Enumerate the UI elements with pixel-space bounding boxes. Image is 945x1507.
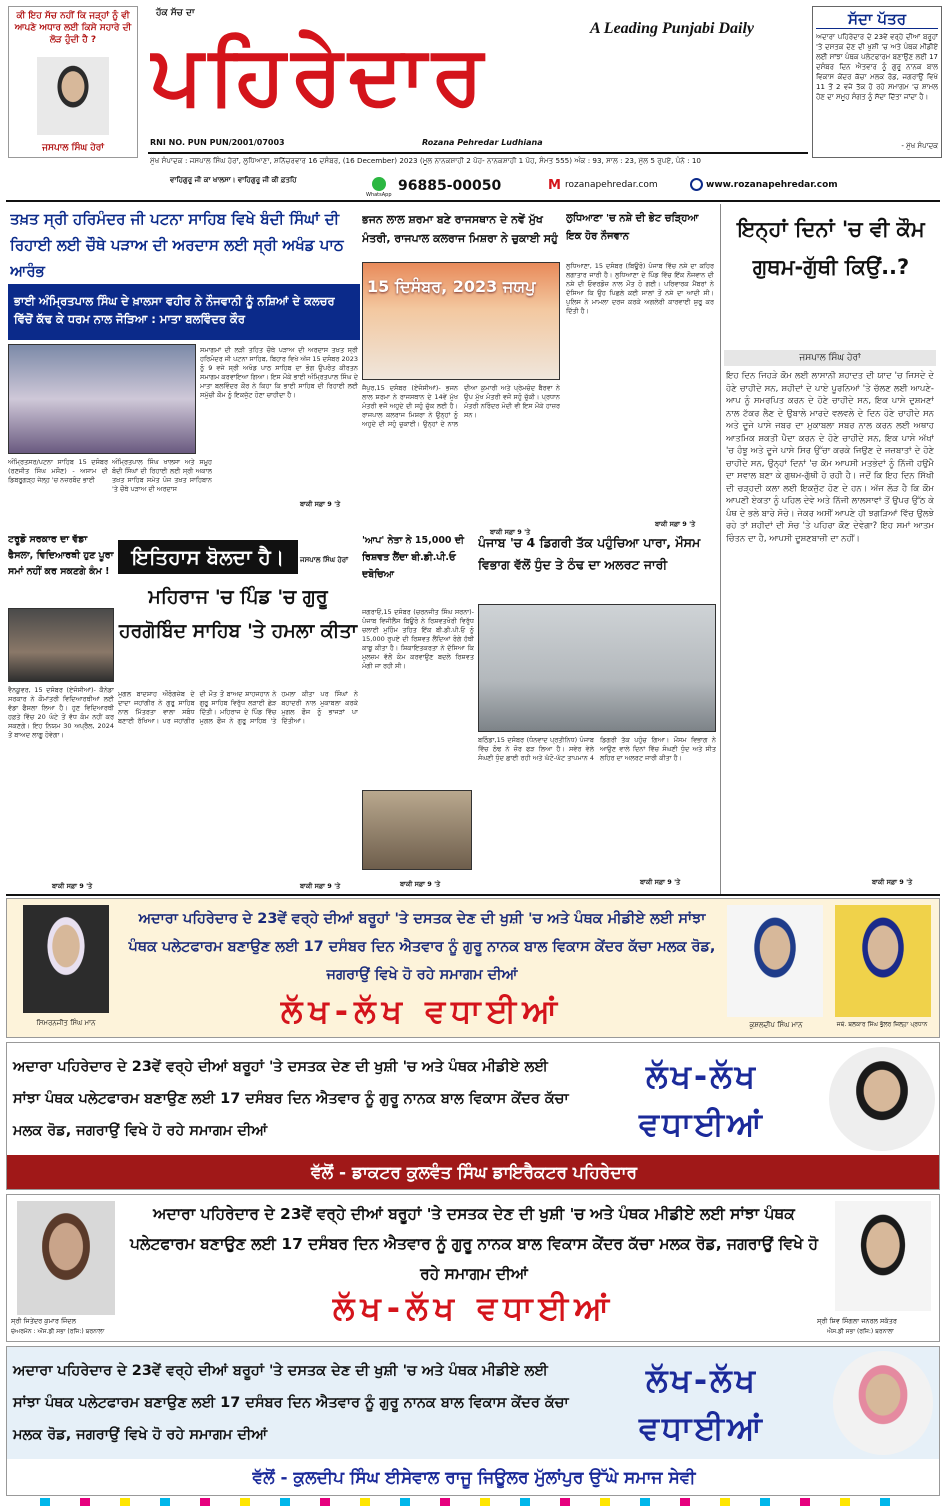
itihas-author: ਜਸਪਾਲ ਸਿੰਘ ਹੇਰਾਂ (300, 556, 349, 564)
masthead-kicker: ਹੱਕ ਸੱਚ ਦਾ (156, 8, 195, 18)
ad4-big-line2: ਵਧਾਈਆਂ (639, 1409, 765, 1447)
author-photo (37, 57, 109, 135)
editorial-body: ਇਹ ਦਿਨ ਜਿਹੜੇ ਕੌਮ ਲਈ ਲਾਸਾਨੀ ਸ਼ਹਾਦਤ ਦੀ ਯਾਦ 'ਚ ਜਿਸਦੇ ਦੇ ਹੋਣੇ ਚਾਹੀਦੇ ਸਨ, ਸ਼ਹੀਦਾਂ ਦੇ ਪਾਏ ਪੂਰਨਿਆਂ 'ਤੇ ਚੱਲਣ ਲਈ ਆਪਣੇ-ਆਪ ਨੂੰ ਸਮਰਪਿਤ ਕਰਨ ਦੇ ਹੋਣੇ ਚਾਹੀਦੇ ਸਨ, ਇਕ ਪਾਸੇ ਦੁਸ਼ਮਣਾਂ ਨਾਲ ਟੱਕਰ ਲੈਣ ਦੇ ਉਬਾਲੇ ਮਾਰਦੇ ਵਲਵਲੇ ਦੇ ਦਿਨ ਹੋਣੇ ਚਾਹੀਦੇ ਸਨ ਅਤੇ ਦੂਜੇ ਪਾਸੇ ਜਬਰ ਦਾ ਮੁਕਾਬਲਾ ਸਬਰ ਨਾਲ ਕਰਨ ਲਈ ਅਥਾਹ ਆਤਮਿਕ ਸ਼ਕਤੀ ਪੈਦਾ ਕਰਨ ਦੇ ਹੋਣੇ ਚਾਹੀਦੇ ਸਨ, ਇਕ ਪਾਸੇ ਅੱਖਾਂ 'ਚ ਹੰਝੂ ਅਤੇ ਦੂਜੇ ਪਾਸੇ ਸਿਰ ਉੱਚਾ ਕਰਕੇ ਜਿਉਣ ਦੇ ਜਜ਼ਬਾਤਾਂ ਦੇ ਹੋਣੇ ਚਾਹੀਦੇ ਸਨ, ਉਨ੍ਹਾਂ ਦਿਨਾਂ 'ਚ ਕੌਮ ਆਪਸੀ ਮਤਭੇਦਾਂ ਨੂੰ ਨਿੱਜੀ ਹਉਮੈ ਦਾ ਸਵਾਲ ਬਣਾ ਕੇ ਗੁਥਮ-ਗੁੱਥੀ ਹੋ ਰਹੀ ਹੈ। ਜਦੋਂ ਕਿ ਇਹ ਦਿਨ ਸਿੱਖੀ ਦੀ ਚੜ੍ਹਦੀ ਕਲਾ ਲਈ ਇਕਜੁੱਟ ਹੋਣ ਦੇ ਹਨ। ਅੱਜ ਲੋੜ ਹੈ ਕਿ ਕੌਮ ਆਪਣੀ ਏਕਤਾ ਨੂੰ ਪਹਿਲ ਦੇਵੇ ਅਤੇ ਨਿੱਜੀ ਲਾਲਸਾਵਾਂ ਤੋਂ ਉਪਰ ਉੱਠ ਕੇ ਪੰਥ ਦੇ ਭਲੇ ਬਾਰੇ ਸੋਚੇ। ਜੇਕਰ ਅਸੀਂ ਆਪਣੇ ਹੀ ਝਗੜਿਆਂ ਵਿੱਚ ਉਲਝੇ ਰਹੇ ਤਾਂ ਸ਼ਹੀਦਾਂ ਦੀ ਸੋਚ 'ਤੇ ਪਹਿਰਾ ਕੌਣ ਦੇਵੇਗਾ? ਇਹ ਸਮਾਂ ਆਤਮ ਚਿੰਤਨ ਦਾ ਹੈ, ਆਪਸੀ ਦੂਸ਼ਣਬਾਜ਼ੀ ਦਾ ਨਹੀਂ। (726, 371, 934, 544)
greeting-ad-1 (6, 898, 940, 1038)
ludhiana-headline: ਲੁਧਿਆਣਾ 'ਚ ਨਸ਼ੇ ਦੀ ਭੇਟ ਚੜ੍ਹਿਆ ਇਕ ਹੋਰ ਨੌਜਵਾਨ (566, 213, 699, 242)
story1-body: ਸਮਾਗਮਾਂ ਦੀ ਲੜੀ ਤਹਿਤ ਚੌਥੇ ਪੜਾਅ ਦੀ ਅਰਦਾਸ ਤਖ਼ਤ ਸ੍ਰੀ ਹਰਿਮੰਦਰ ਜੀ ਪਟਨਾ ਸਾਹਿਬ, ਬਿਹਾਰ ਵਿਖੇ ਅੱਜ 15 ਦਸੰਬਰ 2023 ਨੂੰ 9 ਵਜੇ ਸ੍ਰੀ ਅਖੰਡ ਪਾਠ ਸਾਹਿਬ ਦਾ ਭੋਗ ਉਪਰੰਤ ਕੀਰਤਨ ਸਮਾਗਮ ਕਰਵਾਇਆ ਗਿਆ। ਇਸ ਮੌਕੇ ਭਾਈ ਅੰਮ੍ਰਿਤਪਾਲ ਸਿੰਘ ਦੇ ਮਾਤਾ ਬਲਵਿੰਦਰ ਕੌਰ ਨੇ ਕਿਹਾ ਕਿ ਭਾਈ ਸਾਹਿਬ ਦੀ ਰਿਹਾਈ ਲਈ ਸਮੁੱਚੀ ਕੌਮ ਨੂੰ ਇਕਜੁੱਟ ਹੋਣਾ ਚਾਹੀਦਾ ਹੈ। (200, 346, 358, 399)
itihas-more: ਬਾਕੀ ਸਫ਼ਾ 9 'ਤੇ (300, 882, 341, 890)
story1-caption1: ਅੰਮ੍ਰਿਤਸਰ/ਪਟਨਾ ਸਾਹਿਬ 15 ਦਸੰਬਰ (ਰਣਜੀਤ ਸਿੰਘ ਮਸੌਣ) - ਅਸਾਮ ਦੀ ਡਿਬਰੂਗੜ੍ਹ ਜੇਲ੍ਹ 'ਚ ਨਜ਼ਰਬੰਦ ਭਾਈ (8, 458, 108, 484)
ad2-big-line2: ਵਧਾਈਆਂ (639, 1105, 765, 1143)
editorial-author: ਜਸਪਾਲ ਸਿੰਘ ਹੇਰਾਂ (724, 350, 936, 366)
masthead-bottom-rule (6, 200, 940, 202)
editorial-headline: ਇਨ੍ਹਾਂ ਦਿਨਾਂ 'ਚ ਵੀ ਕੌਮ ਗੁਥਮ-ਗੁੱਥੀ ਕਿਉਂ..? (737, 217, 925, 279)
editorial-more: ਬਾਕੀ ਸਫ਼ਾ 9 'ਤੇ (872, 878, 913, 886)
greeting-ad-4 (6, 1346, 940, 1496)
whatsapp-icon (372, 177, 386, 191)
ad1-mid-caption: ਕੁਸ਼ਲਦੀਪ ਸਿੰਘ ਮਾਨ (749, 1021, 803, 1029)
ad2-text: ਅਦਾਰਾ ਪਹਿਰੇਦਾਰ ਦੇ 23ਵੇਂ ਵਰ੍ਹੇ ਦੀਆਂ ਬਰੂਹਾਂ 'ਤੇ ਦਸਤਕ ਦੇਣ ਦੀ ਖੁਸ਼ੀ 'ਚ ਅਤੇ ਪੰਥਕ ਮੀਡੀਏ ਲਈ ਸਾਂਝਾ ਪੰਥਕ ਪਲੇਟਫਾਰਮ ਬਣਾਉਣ ਲਈ 17 ਦਸੰਬਰ ਦਿਨ ਐਤਵਾਰ ਨੂੰ ਗੁਰੂ ਨਾਨਕ ਬਾਲ ਵਿਕਾਸ ਕੇਂਦਰ ਕੱਚਾ ਮਲਕ ਰੋਡ, ਜਗਰਾਉਂ ਵਿਖੇ ਹੋ ਰਹੇ ਸਮਾਗਮ ਦੀਆਂ (13, 1059, 569, 1139)
email-icon: M (548, 178, 561, 193)
ad1-left-caption: ਸਿਮਰਨਜੀਤ ਸਿੰਘ ਮਾਨ (36, 1019, 96, 1027)
print-color-bar (40, 1498, 900, 1506)
story1-photo (8, 344, 196, 454)
salutation: ਵਾਹਿਗੁਰੂ ਜੀ ਕਾ ਖਾਲਸਾ। ਵਾਹਿਗੁਰੂ ਜੀ ਕੀ ਫ਼ਤਹਿ (170, 176, 297, 184)
ad3-right-caption: ਸ੍ਰੀ ਸ਼ਿਵ ਸਿੰਗਲਾ ਜਨਰਲ ਸਕੱਤਰ (817, 1317, 897, 1325)
whatsapp-label: WhatsApp (366, 192, 392, 198)
weather-photo (478, 604, 716, 732)
rajasthan-photo-text: 15 ਦਿਸੰਬਰ, 2023 ਜਯਪੁ (367, 277, 536, 296)
canada-body: ਵੈਨਕੂਵਰ, 15 ਦਸੰਬਰ (ਏਜੰਸੀਆਂ)- ਕੈਨੇਡਾ ਸਰਕਾਰ ਨੇ ਕੌਮਾਂਤਰੀ ਵਿਦਿਆਰਥੀਆਂ ਲਈ ਵੱਡਾ ਫੈਸਲਾ ਲਿਆ ਹੈ। ਹੁਣ ਵਿਦਿਆਰਥੀ ਹਫ਼ਤੇ ਵਿੱਚ 20 ਘੰਟੇ ਤੋਂ ਵੱਧ ਕੰਮ ਨਹੀਂ ਕਰ ਸਕਣਗੇ। ਇਹ ਨਿਯਮ 30 ਅਪ੍ਰੈਲ, 2024 ਤੋਂ ਬਾਅਦ ਲਾਗੂ ਹੋਵੇਗਾ। (8, 686, 114, 739)
story1-subhead: ਭਾਈ ਅੰਮ੍ਰਿਤਪਾਲ ਸਿੰਘ ਦੇ ਖ਼ਾਲਸਾ ਵਹੀਰ ਨੇ ਨੌਜਵਾਨੀ ਨੂੰ ਨਸ਼ਿਆਂ ਦੇ ਕਲਚਰ ਵਿੱਚੋਂ ਕੱਢ ਕੇ ਧਰਮ ਨਾਲ ਜੋੜਿਆ : ਮਾਤਾ ਬਲਵਿੰਦਰ ਕੌਰ (8, 284, 360, 340)
ad3-left-photo (17, 1201, 115, 1315)
phone-number: 96885-00050 (398, 178, 502, 194)
ad2-footer: ਵੱਲੋਂ - ਡਾਕਟਰ ਕੁਲਵੰਤ ਸਿੰਘ ਡਾਇਰੈਕਟਰ ਪਹਿਰੇਦਾਰ (7, 1155, 940, 1190)
aap-more: ਬਾਕੀ ਸਫ਼ਾ 9 'ਤੇ (400, 880, 441, 888)
tagline: A Leading Punjabi Daily (590, 20, 755, 37)
edition-place: Rozana Pehredar Ludhiana (422, 138, 543, 147)
rni-number: RNI NO. PUN PUN/2001/07003 (150, 138, 285, 147)
ad4-text: ਅਦਾਰਾ ਪਹਿਰੇਦਾਰ ਦੇ 23ਵੇਂ ਵਰ੍ਹੇ ਦੀਆਂ ਬਰੂਹਾਂ 'ਤੇ ਦਸਤਕ ਦੇਣ ਦੀ ਖੁਸ਼ੀ 'ਚ ਅਤੇ ਪੰਥਕ ਮੀਡੀਏ ਲਈ ਸਾਂਝਾ ਪੰਥਕ ਪਲੇਟਫਾਰਮ ਬਣਾਉਣ ਲਈ 17 ਦਸੰਬਰ ਦਿਨ ਐਤਵਾਰ ਨੂੰ ਗੁਰੂ ਨਾਨਕ ਬਾਲ ਵਿਕਾਸ ਕੇਂਦਰ ਕੱਚਾ ਮਲਕ ਰੋਡ, ਜਗਰਾਉਂ ਵਿਖੇ ਹੋ ਰਹੇ ਸਮਾਗਮ ਦੀਆਂ (13, 1363, 569, 1443)
ad4-photo (833, 1351, 933, 1455)
ad3-left-caption: ਸ੍ਰੀ ਜਿਤੇਂਦਰ ਕੁਮਾਰ ਜਿੰਦਲ (11, 1317, 76, 1325)
itihas-label: ਇਤਿਹਾਸ ਬੋਲਦਾ ਹੈ। (118, 540, 298, 574)
quote-author: ਜਸਪਾਲ ਸਿੰਘ ਹੇਰਾਂ (42, 143, 104, 153)
ad1-text: ਅਦਾਰਾ ਪਹਿਰੇਦਾਰ ਦੇ 23ਵੇਂ ਵਰ੍ਹੇ ਦੀਆਂ ਬਰੂਹਾਂ 'ਤੇ ਦਸਤਕ ਦੇਣ ਦੀ ਖੁਸ਼ੀ 'ਚ ਅਤੇ ਪੰਥਕ ਮੀਡੀਏ ਲਈ ਸਾਂਝਾ ਪੰਥਕ ਪਲੇਟਫਾਰਮ ਬਣਾਉਣ ਲਈ 17 ਦਸੰਬਰ ਦਿਨ ਐਤਵਾਰ ਨੂੰ ਗੁਰੂ ਨਾਨਕ ਬਾਲ ਵਿਕਾਸ ਕੇਂਦਰ ਕੱਚਾ ਮਲਕ ਰੋਡ, ਜਗਰਾਉਂ ਵਿਖੇ ਹੋ ਰਹੇ ਸਮਾਗਮ ਦੀਆਂ (128, 911, 716, 983)
canada-photo (8, 608, 114, 682)
aap-headline: 'ਆਪ' ਨੇਤਾ ਨੇ 15,000 ਦੀ ਰਿਸ਼ਵਤ ਲੈਂਦਾ ਬੀ.ਡੀ.ਪੀ.ਓ ਦਬੋਚਿਆ (362, 535, 464, 580)
top-divider (148, 152, 808, 154)
ad3-text: ਅਦਾਰਾ ਪਹਿਰੇਦਾਰ ਦੇ 23ਵੇਂ ਵਰ੍ਹੇ ਦੀਆਂ ਬਰੂਹਾਂ 'ਤੇ ਦਸਤਕ ਦੇਣ ਦੀ ਖੁਸ਼ੀ 'ਚ ਅਤੇ ਪੰਥਕ ਮੀਡੀਏ ਲਈ ਸਾਂਝਾ ਪੰਥਕ ਪਲੇਟਫਾਰਮ ਬਣਾਉਣ ਲਈ 17 ਦਸੰਬਰ ਦਿਨ ਐਤਵਾਰ ਨੂੰ ਗੁਰੂ ਨਾਨਕ ਬਾਲ ਵਿਕਾਸ ਕੇਂਦਰ ਕੱਚਾ ਮਲਕ ਰੋਡ, ਜਗਰਾਉਂ ਵਿਖੇ ਹੋ ਰਹੇ ਸਮਾਗਮ ਦੀਆਂ (130, 1205, 818, 1283)
news-bottom-rule (6, 894, 940, 896)
ad1-right-photo (835, 905, 931, 1017)
ad3-big: ਲੱਖ-ਲੱਖ ਵਧਾਈਆਂ (332, 1289, 616, 1327)
dateline: ਮੁੱਖ ਸੰਪਾਦਕ : ਜਸਪਾਲ ਸਿੰਘ ਹੇਰਾਂ, ਲੁਧਿਆਣਾ, ਸ਼ਨਿੱਚਰਵਾਰ 16 ਦਸੰਬਰ, (16 December) 2023 (ਮੂਲ ਨਾਨਕਸ਼ਾਹੀ 2 ਪੋਹ- ਨਾਨਕਸ਼ਾਹੀ 1 ਪੋਹ, ਸੰਮਤ 555) ਅੰਕ : 93, ਸਾਲ : 23, ਮੁੱਲ 5 ਰੁਪਏ, ਪੰਨੇ : 10 (150, 156, 701, 165)
invitation-box (812, 6, 942, 158)
ad1-big: ਲੱਖ-ਲੱਖ ਵਧਾਈਆਂ (280, 992, 564, 1030)
website: www.rozanapehredar.com (706, 180, 838, 190)
ludhiana-body: ਲੁਧਿਆਣਾ, 15 ਦਸੰਬਰ (ਬਿਊਰੋ) ਪੰਜਾਬ ਵਿੱਚ ਨਸ਼ੇ ਦਾ ਕਹਿਰ ਲਗਾਤਾਰ ਜਾਰੀ ਹੈ। ਲੁਧਿਆਣਾ ਦੇ ਪਿੰਡ ਵਿੱਚ ਇੱਕ ਨੌਜਵਾਨ ਦੀ ਨਸ਼ੇ ਦੀ ਓਵਰਡੋਜ਼ ਨਾਲ ਮੌਤ ਹੋ ਗਈ। ਪਰਿਵਾਰਕ ਮੈਂਬਰਾਂ ਨੇ ਦੱਸਿਆ ਕਿ ਉਹ ਪਿਛਲੇ ਕਈ ਸਾਲਾਂ ਤੋਂ ਨਸ਼ੇ ਦਾ ਆਦੀ ਸੀ। ਪੁਲਿਸ ਨੇ ਮਾਮਲਾ ਦਰਜ ਕਰਕੇ ਅਗਲੇਰੀ ਕਾਰਵਾਈ ਸ਼ੁਰੂ ਕਰ ਦਿੱਤੀ ਹੈ। (566, 262, 714, 315)
ad1-right-caption: ਜਥੇ. ਬਲਕਾਰ ਸਿੰਘ ਭੁੱਲਰ ਜ਼ਿਲ੍ਹਾ ਪ੍ਰਧਾਨ (836, 1021, 928, 1028)
web-icon (690, 178, 703, 191)
weather-more: ਬਾਕੀ ਸਫ਼ਾ 9 'ਤੇ (640, 878, 681, 886)
ad2-big-line1: ਲੱਖ-ਲੱਖ (645, 1057, 759, 1095)
email-address: rozanapehredar.com (565, 180, 658, 190)
aap-photo (362, 790, 472, 870)
story1-caption2: ਅੰਮ੍ਰਿਤਪਾਲ ਸਿੰਘ ਖਾਲਸਾ ਅਤੇ ਸਮੂਹ ਬੰਦੀ ਸਿੰਘਾਂ ਦੀ ਰਿਹਾਈ ਲਈ ਸ੍ਰੀ ਅਕਾਲ ਤਖ਼ਤ ਸਾਹਿਬ ਸਮੇਤ ਪੰਜ ਤਖ਼ਤ ਸਾਹਿਬਾਨ 'ਤੇ ਚੌਥੇ ਪੜਾਅ ਦੀ ਅਰਦਾਸ (112, 458, 212, 493)
rajasthan-photo (362, 262, 560, 380)
ad3-left-caption2: ਚੇਅਰਮੈਨ : ਔਸ.ਡੀ ਸਭਾ (ਰਜਿ:) ਬਰਨਾਲਾ (11, 1328, 105, 1335)
weather-body: ਬਠਿੰਡਾ,15 ਦਸੰਬਰ (ਧੰਨਵਾਦ ਪ੍ਰਤੀਨਿਧ) ਪੰਜਾਬ ਵਿੱਚ ਠੰਢ ਨੇ ਜ਼ੋਰ ਫੜ ਲਿਆ ਹੈ। ਸਵੇਰ ਵੇਲੇ ਸੰਘਣੀ ਧੁੰਦ ਛਾਈ ਰਹੀ ਅਤੇ ਘੱਟੋ-ਘੱਟ ਤਾਪਮਾਨ 4 ਡਿਗਰੀ ਤੱਕ ਪਹੁੰਚ ਗਿਆ। ਮੌਸਮ ਵਿਭਾਗ ਨੇ ਆਉਣ ਵਾਲੇ ਦਿਨਾਂ ਵਿੱਚ ਸੰਘਣੀ ਧੁੰਦ ਅਤੇ ਸੀਤ ਲਹਿਰ ਦਾ ਅਲਰਟ ਜਾਰੀ ਕੀਤਾ ਹੈ। (478, 736, 716, 762)
ad3-right-photo (835, 1201, 931, 1311)
weather-headline: ਪੰਜਾਬ 'ਚ 4 ਡਿਗਰੀ ਤੱਕ ਪਹੁੰਚਿਆ ਪਾਰਾ, ਮੌਸਮ ਵਿਭਾਗ ਵੱਲੋਂ ਧੁੰਦ ਤੇ ਠੰਢ ਦਾ ਅਲਰਟ ਜਾਰੀ (478, 535, 701, 572)
rajasthan-body: ਜੈਪੁਰ,15 ਦਸੰਬਰ (ਏਜੰਸੀਆਂ)- ਭਜਨ ਲਾਲ ਸ਼ਰਮਾ ਨੇ ਰਾਜਸਥਾਨ ਦੇ 14ਵੇਂ ਮੁੱਖ ਮੰਤਰੀ ਵਜੋਂ ਅਹੁਦੇ ਦੀ ਸਹੁੰ ਚੁੱਕ ਲਈ ਹੈ। ਰਾਜਪਾਲ ਕਲਰਾਜ ਮਿਸ਼ਰਾ ਨੇ ਉਨ੍ਹਾਂ ਨੂੰ ਅਹੁਦੇ ਦੀ ਸਹੁੰ ਚੁਕਾਈ। ਉਨ੍ਹਾਂ ਦੇ ਨਾਲ ਦੀਆ ਕੁਮਾਰੀ ਅਤੇ ਪ੍ਰੇਮਚੰਦ ਬੈਰਵਾ ਨੇ ਉਪ ਮੁੱਖ ਮੰਤਰੀ ਵਜੋਂ ਸਹੁੰ ਚੁੱਕੀ। ਪ੍ਰਧਾਨ ਮੰਤਰੀ ਨਰਿੰਦਰ ਮੋਦੀ ਵੀ ਇਸ ਮੌਕੇ ਹਾਜ਼ਰ ਸਨ। (362, 384, 560, 428)
ludhiana-more: ਬਾਕੀ ਸਫ਼ਾ 9 'ਤੇ (655, 520, 696, 528)
newspaper-name: ਪਹਿਰੇਦਾਰ (150, 28, 490, 123)
greeting-ad-3 (6, 1194, 940, 1342)
canada-more: ਬਾਕੀ ਸਫ਼ਾ 9 'ਤੇ (52, 882, 93, 890)
invitation-title: ਸੱਦਾ ਪੱਤਰ (816, 10, 938, 29)
story1-headline: ਤਖ਼ਤ ਸ੍ਰੀ ਹਰਿਮੰਦਰ ਜੀ ਪਟਨਾ ਸਾਹਿਬ ਵਿਖੇ ਬੰਦੀ ਸਿੰਘਾਂ ਦੀ ਰਿਹਾਈ ਲਈ ਚੌਥੇ ਪੜਾਅ ਦੀ ਅਰਦਾਸ ਲਈ ਸ੍ਰੀ ਅਖੰਡ ਪਾਠ ਆਰੰਭ (10, 210, 344, 280)
aap-body: ਜਗਰਾਓਂ,15 ਦਸੰਬਰ (ਚਰਨਜੀਤ ਸਿੰਘ ਸਰਨਾ)- ਪੰਜਾਬ ਵਿਜੀਲੈਂਸ ਬਿਊਰੋ ਨੇ ਰਿਸ਼ਵਤਖੋਰੀ ਵਿਰੁੱਧ ਚਲਾਈ ਮੁਹਿੰਮ ਤਹਿਤ ਇੱਕ ਬੀ.ਡੀ.ਪੀ.ਓ ਨੂੰ 15,000 ਰੁਪਏ ਦੀ ਰਿਸ਼ਵਤ ਲੈਂਦਿਆਂ ਰੰਗੇ ਹੱਥੀਂ ਕਾਬੂ ਕੀਤਾ ਹੈ। ਸ਼ਿਕਾਇਤਕਰਤਾ ਨੇ ਦੱਸਿਆ ਕਿ ਮੁਲਜ਼ਮ ਵੱਲੋਂ ਕੰਮ ਕਰਵਾਉਣ ਬਦਲੇ ਰਿਸ਼ਵਤ ਮੰਗੀ ਜਾ ਰਹੀ ਸੀ। (362, 608, 474, 670)
ad4-footer: ਵੱਲੋਂ - ਕੁਲਦੀਪ ਸਿੰਘ ਈਸੇਵਾਲ ਰਾਜੂ ਜਿਊਲਰ ਮੁੱਲਾਂਪੁਰ ਉੱਘੇ ਸਮਾਜ ਸੇਵੀ (7, 1459, 940, 1496)
itihas-body: ਮੁਗਲ ਬਾਦਸ਼ਾਹ ਔਰੰਗਜ਼ੇਬ ਦੇ ਦਾਦਾ ਜਹਾਂਗੀਰ ਨੇ ਗੁਰੂ ਸਾਹਿਬ ਨਾਲ ਮਿੱਤਰਤਾ ਵਾਲਾ ਸਬੰਧ ਬਣਾਈ ਰੱਖਿਆ। ਪਰ ਜਹਾਂਗੀਰ ਦੀ ਮੌਤ ਤੋਂ ਬਾਅਦ ਸ਼ਾਹਜਹਾਨ ਨੇ ਗੁਰੂ ਸਾਹਿਬ ਵਿਰੁੱਧ ਲੜਾਈ ਛੇੜ ਦਿੱਤੀ। ਮਹਿਰਾਜ ਦੇ ਪਿੰਡ ਵਿੱਚ ਮੁਗਲ ਫੌਜ ਨੇ ਗੁਰੂ ਸਾਹਿਬ 'ਤੇ ਹਮਲਾ ਕੀਤਾ ਪਰ ਸਿੰਘਾਂ ਨੇ ਬਹਾਦਰੀ ਨਾਲ ਮੁਕਾਬਲਾ ਕਰਕੇ ਮੁਗਲ ਫੌਜ ਨੂੰ ਭਾਜੜਾਂ ਪਾ ਦਿੱਤੀਆਂ। (118, 690, 358, 725)
invitation-body: ਅਦਾਰਾ ਪਹਿਰੇਦਾਰ ਦੇ 23ਵੇਂ ਵਰ੍ਹੇ ਦੀਆਂ ਬਰੂਹਾਂ 'ਤੇ ਦਸਤਕ ਦੇਣ ਦੀ ਖੁਸ਼ੀ 'ਚ ਅਤੇ ਪੰਥਕ ਮੀਡੀਏ ਲਈ ਸਾਂਝਾ ਪੰਥਕ ਪਲੇਟਫਾਰਮ ਬਣਾਉਣ ਲਈ 17 ਦਸੰਬਰ ਦਿਨ ਐਤਵਾਰ ਨੂੰ ਗੁਰੂ ਨਾਨਕ ਬਾਲ ਵਿਕਾਸ ਕੇਂਦਰ ਕੱਚਾ ਮਲਕ ਰੋਡ, ਜਗਰਾਉਂ ਵਿਖੇ 11 ਤੋਂ 2 ਵਜੇ ਤੱਕ ਹੋ ਰਹੇ ਸਮਾਗਮ 'ਚ ਸ਼ਾਮਲ ਹੋਣ ਦਾ ਸਮੂਹ ਸੰਗਤ ਨੂੰ ਸੱਦਾ ਦਿੱਤਾ ਜਾਂਦਾ ਹੈ। (816, 33, 938, 101)
rajasthan-more: ਬਾਕੀ ਸਫ਼ਾ 9 'ਤੇ (490, 528, 531, 536)
quote-text: ਕੀ ਇਹ ਸੱਚ ਨਹੀਂ ਕਿ ਜੜ੍ਹਾਂ ਨੂੰ ਵੀ ਆਪਣੇ ਅਧਾਰ ਲਈ ਕਿਸੇ ਸਹਾਰੇ ਦੀ ਲੋੜ ਹੁੰਦੀ ਹੈ ? (14, 11, 132, 45)
itihas-headline: ਮਹਿਰਾਜ 'ਚ ਪਿੰਡ 'ਚ ਗੁਰੂ ਹਰਗੋਬਿੰਦ ਸਾਹਿਬ 'ਤੇ ਹਮਲਾ ਕੀਤਾ (118, 586, 358, 642)
story1-more: ਬਾਕੀ ਸਫ਼ਾ 9 'ਤੇ (300, 500, 341, 508)
canada-headline: ਟਰੂਡੋ ਸਰਕਾਰ ਦਾ ਵੱਡਾ ਫੈਸਲਾ, ਵਿਦਿਆਰਥੀ ਹੁਣ ਪੂਰਾ ਸਮਾਂ ਨਹੀਂ ਕਰ ਸਕਣਗੇ ਕੰਮ ! (8, 534, 114, 577)
quote-box (8, 6, 138, 158)
ad3-right-caption2: ਐਸ.ਡੀ ਸਭਾ (ਰਜਿ:) ਬਰਨਾਲਾ (827, 1328, 894, 1335)
rajasthan-headline: ਭਜਨ ਲਾਲ ਸ਼ਰਮਾ ਬਣੇ ਰਾਜਸਥਾਨ ਦੇ ਨਵੇਂ ਮੁੱਖ ਮੰਤਰੀ, ਰਾਜਪਾਲ ਕਲਰਾਜ ਮਿਸ਼ਰਾ ਨੇ ਚੁਕਾਈ ਸਹੁੰ (362, 213, 558, 245)
ad1-mid-photo (727, 905, 823, 1017)
ad4-big-line1: ਲੱਖ-ਲੱਖ (645, 1361, 759, 1399)
ad2-photo (829, 1047, 935, 1151)
ad1-left-photo (23, 905, 109, 1013)
greeting-ad-2 (6, 1042, 940, 1190)
invitation-sign: - ਮੁੱਖ ਸੰਪਾਦਕ (901, 142, 938, 150)
